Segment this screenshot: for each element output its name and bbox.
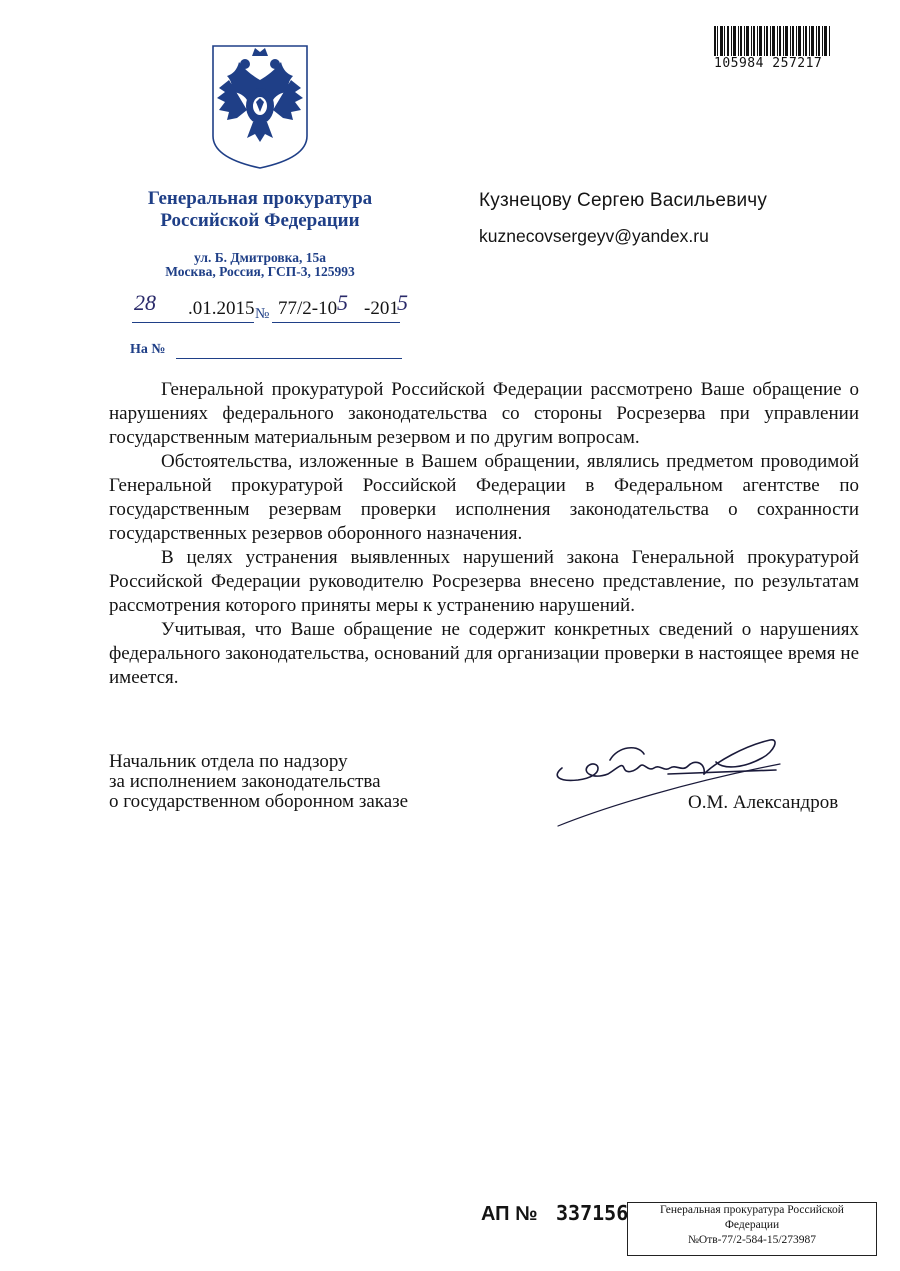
stamp-line: №Отв-77/2-584-15/273987 (687, 1234, 817, 1246)
letter-body (109, 378, 859, 690)
body-paragraph: В целях устранения выявленных нарушений закона Генеральной прокуратурой Российской Федерации руководителю Росрезерва внесено представление, по результатам рассмотрения которого приняты меры к устранению нарушений. (109, 547, 859, 616)
organization-name-line2: Российской Федерации (160, 210, 360, 231)
signatory-name: О.М. Александров (688, 792, 839, 813)
document-number-part2: -201 (364, 298, 399, 319)
organization-address-line2: Москва, Россия, ГСП-3, 125993 (165, 264, 355, 279)
date-printed: .01.2015 (188, 298, 255, 319)
stamp-line: Федерации (724, 1219, 780, 1231)
body-paragraph: Обстоятельства, изложенные в Вашем обращении, являлись предметом проводимой Генеральной прокуратурой Российской Федерации в Федеральном агентстве по государственным резервам проверки исполнения законодательства о сохранности государственных резервов оборонного назначения. (109, 451, 859, 544)
ap-label: АП № (481, 1203, 538, 1225)
number-underline (272, 322, 400, 323)
reply-reference-label: На № (130, 342, 166, 357)
organization-name-line1: Генеральная прокуратура (147, 188, 373, 209)
reply-reference-underline (176, 358, 402, 359)
addressee-name: Кузнецову Сергею Васильевичу (479, 190, 768, 211)
document-number-part1: 77/2-10 (278, 298, 338, 319)
barcode-number: 105984 257217 (714, 56, 834, 71)
number-sign: № (255, 306, 270, 322)
addressee-email: kuznecovsergeyv@yandex.ru (479, 226, 709, 246)
signatory-title (109, 752, 408, 812)
signatory-title-line: за исполнением законодательства (109, 771, 381, 792)
stamp-line: Генеральная прокуратура Российской (660, 1204, 844, 1216)
coat-of-arms-emblem (205, 40, 315, 172)
signatory-title-line: о государственном оборонном заказе (109, 791, 409, 812)
date-underline (132, 322, 254, 323)
registration-stamp (627, 1202, 877, 1256)
barcode-image (712, 22, 832, 86)
date-day-handwritten: 28 (134, 290, 156, 315)
document-number-handwritten1: 5 (337, 290, 348, 315)
signatory-title-line: Начальник отдела по надзору (109, 751, 348, 772)
body-paragraph: Генеральной прокуратурой Российской Федерации рассмотрено Ваше обращение о нарушениях федерального законодательства со стороны Росрезерва при управлении государственным материальным резервом и по другим вопросам. (109, 379, 859, 448)
ap-number: 337156 (556, 1201, 629, 1225)
body-paragraph: Учитывая, что Ваше обращение не содержит конкретных сведений о нарушениях федерального законодательства, оснований для организации проверки в настоящее время не имеется. (109, 619, 859, 688)
organization-address-line1: ул. Б. Дмитровка, 15а (193, 250, 326, 265)
document-number-handwritten2: 5 (397, 290, 408, 315)
